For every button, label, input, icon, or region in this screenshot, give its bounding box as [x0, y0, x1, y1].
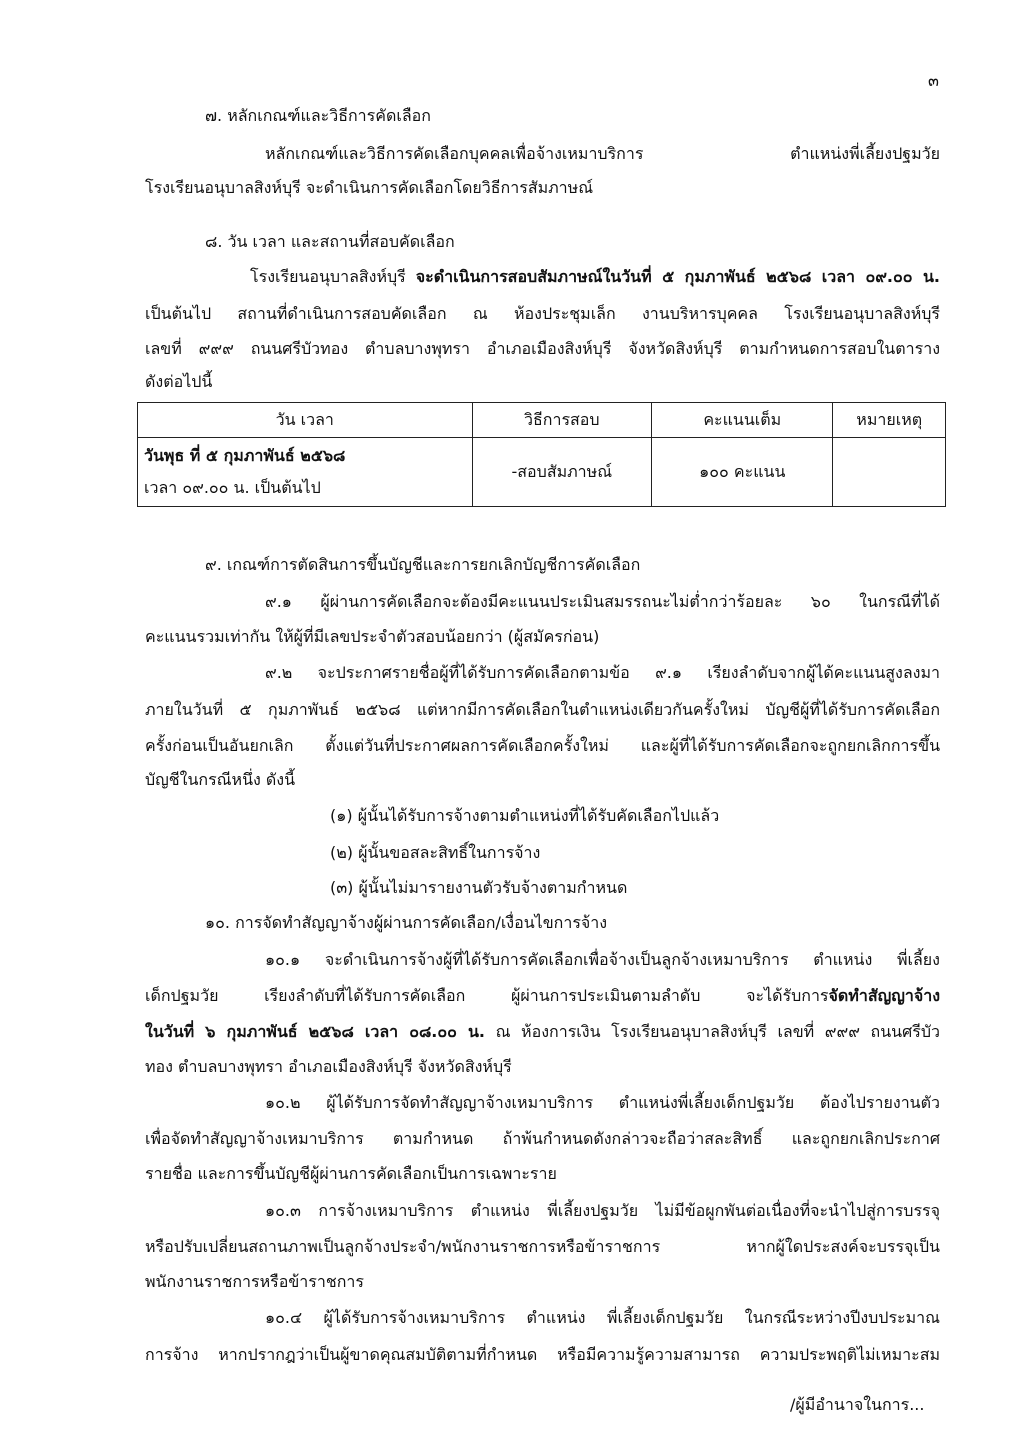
list-item: (๑) ผู้นั้นได้รับการจ้างตามตำแหน่งที่ได้รับคัดเลือกไปแล้ว [330, 806, 720, 825]
section-10-heading: ๑๐. การจัดทำสัญญาจ้างผู้ผ่านการคัดเลือก/เงื่อนไขการจ้าง [205, 913, 608, 932]
section-8-paragraph-line: ดังต่อไปนี้ [145, 372, 213, 391]
section-10-3-line: ๑๐.๓ การจ้างเหมาบริการ ตำแหน่ง พี่เลี้ยงปฐมวัย ไม่มีข้อผูกพันต่อเนื่องที่จะนำไปสู่การบรรจุ [265, 1201, 940, 1220]
exam-time: เวลา ๐๙.๐๐ น. เป็นต้นไป [144, 478, 321, 497]
section-10-1-line: ทอง ตำบลบางพุทรา อำเภอเมืองสิงห์บุรี จังหวัดสิงห์บุรี [145, 1057, 512, 1076]
header-full-score: คะแนนเต็ม [652, 403, 833, 438]
section-10-1-line [145, 1021, 940, 1043]
section-7-paragraph-line: โรงเรียนอนุบาลสิงห์บุรี จะดำเนินการคัดเลือกโดยวิธีการสัมภาษณ์ [145, 178, 594, 197]
section-8-heading: ๘. วัน เวลา และสถานที่สอบคัดเลือก [205, 232, 455, 251]
section-9-1-line: คะแนนรวมเท่ากัน ให้ผู้ที่มีเลขประจำตัวสอบน้อยกว่า (ผู้สมัครก่อน) [145, 627, 600, 646]
section-9-2-line: ภายในวันที่ ๕ กุมภาพันธ์ ๒๕๖๘ แต่หากมีการคัดเลือกในตำแหน่งเดียวกันครั้งใหม่ บัญชีผู้ที่ได้รับการคัดเลือก [145, 700, 940, 719]
section-9-2-line: บัญชีในกรณีหนึ่ง ดังนี้ [145, 770, 296, 789]
section-9-2-line: ๙.๒ จะประกาศรายชื่อผู้ที่ได้รับการคัดเลือกตามข้อ ๙.๑ เรียงลำดับจากผู้ได้คะแนนสูงลงมา [265, 663, 940, 682]
section-8-paragraph-line: เป็นต้นไป สถานที่ดำเนินการสอบคัดเลือก ณ ห้องประชุมเล็ก งานบริหารบุคคล โรงเรียนอนุบาลสิงห์บุรี [145, 304, 940, 323]
header-exam-method: วิธีการสอบ [472, 403, 652, 438]
list-item: (๒) ผู้นั้นขอสละสิทธิ์ในการจ้าง [330, 843, 541, 862]
header-remarks: หมายเหตุ [833, 403, 946, 438]
section-10-1-text: ณ ห้องการเงิน โรงเรียนอนุบาลสิงห์บุรี เลขที่ ๙๙๙ ถนนศรีบัว [485, 1022, 941, 1041]
contract-emphasis: จัดทำสัญญาจ้าง [828, 986, 940, 1005]
section-10-4-line: การจ้าง หากปรากฎว่าเป็นผู้ขาดคุณสมบัติตามที่กำหนด หรือมีความรู้ความสามารถ ความประพฤติไม่เหมาะสม [145, 1345, 940, 1364]
section-9-heading: ๙. เกณฑ์การตัดสินการขึ้นบัญชีและการยกเลิกบัญชีการคัดเลือก [205, 555, 641, 574]
section-9-1-line: ๙.๑ ผู้ผ่านการคัดเลือกจะต้องมีคะแนนประเมินสมรรถนะไม่ต่ำกว่าร้อยละ ๖๐ ในกรณีที่ได้ [265, 592, 940, 611]
section-8-paragraph-line [250, 266, 940, 288]
table-header-row [138, 403, 946, 438]
section-8-text: โรงเรียนอนุบาลสิงห์บุรี [250, 267, 416, 286]
section-10-1-line: ๑๐.๑ จะดำเนินการจ้างผู้ที่ได้รับการคัดเลือกเพื่อจ้างเป็นลูกจ้างเหมาบริการ ตำแหน่ง พี่เลี้ยง [265, 950, 940, 969]
cell-date-time [138, 438, 473, 507]
section-10-2-line: เพื่อจัดทำสัญญาจ้างเหมาบริการ ตามกำหนด ถ้าพ้นกำหนดดังกล่าวจะถือว่าสละสิทธิ์ และถูกยกเลิกประกาศ [145, 1129, 940, 1148]
section-10-2-line: รายชื่อ และการขึ้นบัญชีผู้ผ่านการคัดเลือกเป็นการเฉพาะราย [145, 1164, 557, 1183]
interview-date-emphasis: จะดำเนินการสอบสัมภาษณ์ในวันที่ ๕ กุมภาพันธ์ ๒๕๖๘ เวลา ๐๙.๐๐ น. [415, 267, 941, 286]
section-8-paragraph-line: เลขที่ ๙๙๙ ถนนศรีบัวทอง ตำบลบางพุทรา อำเภอเมืองสิงห์บุรี จังหวัดสิงห์บุรี ตามกำหนดการสอบในตาราง [145, 339, 940, 358]
section-7-paragraph-line: หลักเกณฑ์และวิธีการคัดเลือกบุคคลเพื่อจ้างเหมาบริการ ตำแหน่งพี่เลี้ยงปฐมวัย [265, 144, 940, 163]
section-10-2-line: ๑๐.๒ ผู้ได้รับการจัดทำสัญญาจ้างเหมาบริการ ตำแหน่งพี่เลี้ยงเด็กปฐมวัย ต้องไปรายงานตัว [265, 1093, 940, 1112]
section-10-4-line: ๑๐.๔ ผู้ได้รับการจ้างเหมาบริการ ตำแหน่ง พี่เลี้ยงเด็กปฐมวัย ในกรณีระหว่างปีงบประมาณ [265, 1308, 940, 1327]
contract-date-emphasis: ในวันที่ ๖ กุมภาพันธ์ ๒๕๖๘ เวลา ๐๘.๐๐ น. [145, 1022, 486, 1041]
page-number: ๓ [928, 71, 939, 90]
section-10-3-line: พนักงานราชการหรือข้าราชการ [145, 1272, 364, 1291]
section-9-2-line: ครั้งก่อนเป็นอันยกเลิก ตั้งแต่วันที่ประกาศผลการคัดเลือกครั้งใหม่ และผู้ที่ได้รับการคัดเลือกจะถูกยกเลิกการขึ้น [145, 736, 940, 755]
continuation-note: /ผู้มีอำนาจในการ... [790, 1395, 925, 1414]
cell-exam-method: -สอบสัมภาษณ์ [472, 438, 652, 507]
section-10-1-line [145, 985, 940, 1007]
exam-schedule-table [137, 402, 946, 507]
section-10-3-line: หรือปรับเปลี่ยนสถานภาพเป็นลูกจ้างประจำ/พนักงานราชการหรือข้าราชการ หากผู้ใดประสงค์จะบรรจุเป็น [145, 1237, 940, 1256]
cell-full-score: ๑๐๐ คะแนน [652, 438, 833, 507]
section-7-heading: ๗. หลักเกณฑ์และวิธีการคัดเลือก [205, 106, 431, 125]
table-row [138, 438, 946, 507]
cell-remarks [833, 438, 946, 507]
section-10-1-text: เด็กปฐมวัย เรียงลำดับที่ได้รับการคัดเลือก ผู้ผ่านการประเมินตามลำดับ จะได้รับการ [145, 986, 829, 1005]
list-item: (๓) ผู้นั้นไม่มารายงานตัวรับจ้างตามกำหนด [330, 878, 628, 897]
exam-day: วันพุธ ที่ ๕ กุมภาพันธ์ ๒๕๖๘ [144, 446, 346, 465]
header-date-time: วัน เวลา [138, 403, 473, 438]
